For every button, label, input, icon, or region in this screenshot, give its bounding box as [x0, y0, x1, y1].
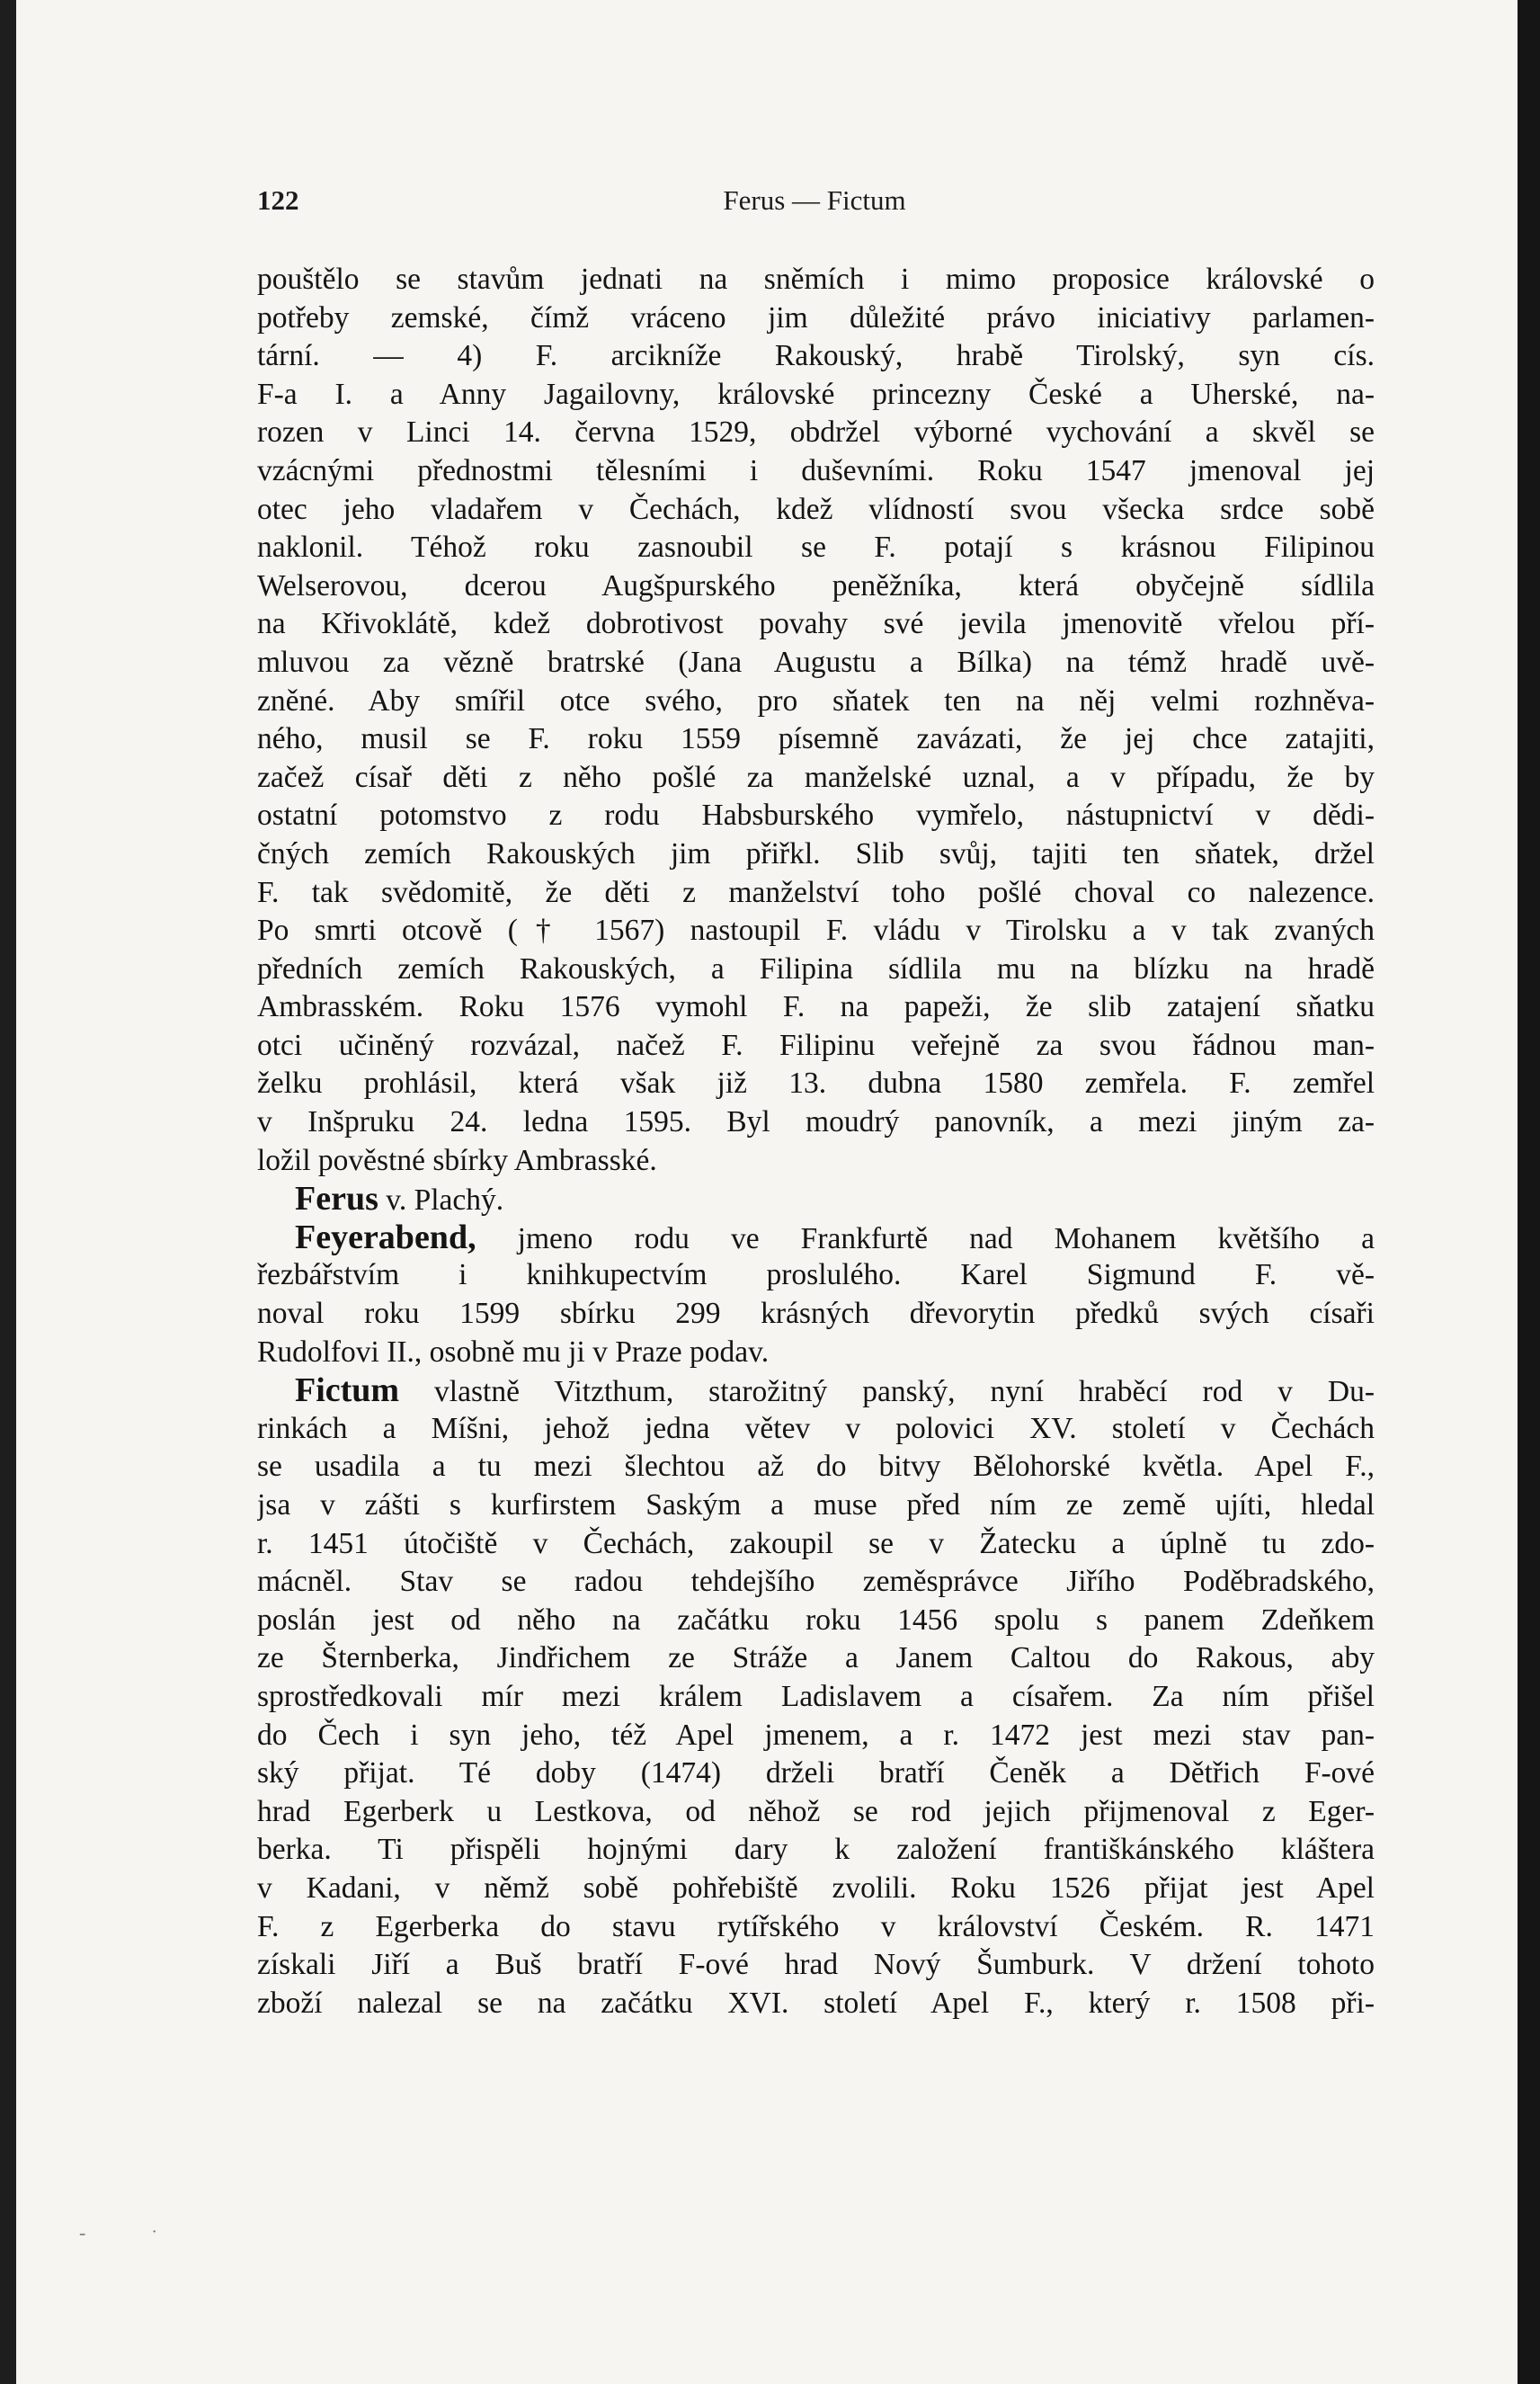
text-line: ze Šternberka, Jindřichem ze Stráže a Janem Caltou do Rakous, aby — [257, 1641, 1375, 1675]
text-line: vzácnými přednostmi tělesními i duševními. Roku 1547 jmenoval jej — [257, 453, 1375, 487]
text-line: předních zemích Rakouských, a Filipina sídlila mu na blízku na hradě — [257, 951, 1375, 986]
text-line: mácněl. Stav se radou tehdejšího zeměsprávce Jiřího Poděbradského, — [257, 1565, 1375, 1599]
entry-headword: Feyerabend, — [295, 1218, 476, 1256]
page-number: 122 — [257, 184, 299, 216]
text-line: rozen v Linci 14. června 1529, obdržel výborné vychování a skvěl se — [257, 415, 1375, 450]
text-line: noval roku 1599 sbírku 299 krásných dřevorytin předků svých císaři — [257, 1297, 1375, 1331]
entry-fictum — [257, 1371, 1375, 1410]
entry-feyerabend — [257, 1219, 1375, 1257]
text-line: pouštělo se stavům jednati na sněmích i mimo proposice královské o — [257, 263, 1375, 296]
text-line: ostatní potomstvo z rodu Habsburského vymřelo, nástupnictví v dědi- — [257, 799, 1375, 833]
text-line: želku prohlásil, která však již 13. dubna 1580 zemřela. F. zemřel — [257, 1067, 1375, 1101]
text-line: ložil pověstné sbírky Ambrasské. — [257, 1143, 657, 1177]
text-line: v Kadani, v němž sobě pohřebiště zvolili. Roku 1526 přijat jest Apel — [257, 1871, 1375, 1905]
running-head: Ferus — Fictum — [723, 184, 906, 216]
scan-edge — [1518, 0, 1540, 2384]
text-line: zněné. Aby smířil otce svého, pro sňatek ten na něj velmi rozhněva- — [257, 683, 1375, 718]
text-line: berka. Ti přispěli hojnými dary k založení františkánského kláštera — [257, 1833, 1375, 1867]
text-line: F. z Egerberka do stavu rytířského v království Českém. R. 1471 — [257, 1909, 1375, 1943]
text-line: jsa v zášti s kurfirstem Saským a muse před ním ze země ujíti, hledal — [257, 1488, 1375, 1522]
text-line: v. Plachý. — [386, 1183, 504, 1218]
text-line: na Křivoklátě, kdež dobrotivost povahy své jevila jmenovitě vřelou pří- — [257, 607, 1375, 641]
entry-ferus — [257, 1180, 1375, 1219]
article-text — [257, 261, 1375, 2022]
text-line: mluvou za vězně bratrské (Jana Augustu a Bílka) na témž hradě uvě- — [257, 645, 1375, 679]
text-line: řezbářstvím i knihkupectvím proslulého. Karel Sigmund F. vě- — [257, 1258, 1375, 1292]
text-line: r. 1451 útočiště v Čechách, zakoupil se v Žatecku a úplně tu zdo- — [257, 1526, 1375, 1560]
text-line: rinkách a Míšni, jehož jedna větev v polovici XV. století v Čechách — [257, 1411, 1375, 1445]
scan-speck: ˙ — [151, 2226, 158, 2248]
text-line: ného, musil se F. roku 1559 písemně zavázati, že jej chce zatajiti, — [257, 722, 1375, 756]
text-line: F-a I. a Anny Jagailovny, královské princezny České a Uherské, na- — [257, 377, 1375, 411]
page-header — [257, 184, 1372, 220]
text-line: Welserovou, dcerou Augšpurského peněžníka, která obyčejně sídlila — [257, 568, 1375, 603]
text-line: jmeno rodu ve Frankfurtě nad Mohanem květšího a — [517, 1221, 1375, 1255]
text-line: vlastně Vitzthum, starožitný panský, nyní hraběcí rod v Du- — [434, 1375, 1375, 1409]
text-line: zboží nalezal se na začátku XVI. století Apel F., který r. 1508 při- — [257, 1986, 1375, 2020]
page-paper — [16, 0, 1518, 2384]
text-line: se usadila a tu mezi šlechtou až do bitvy Bělohorské květla. Apel F., — [257, 1450, 1375, 1484]
text-line: otec jeho vladařem v Čechách, kdež vlídností svou všecka srdce sobě — [257, 492, 1375, 526]
text-line: potřeby zemské, čímž vráceno jim důležité právo iniciativy parlamen- — [257, 300, 1375, 335]
text-line: začež císař děti z něho pošlé za manželské uznal, a v případu, že by — [257, 760, 1375, 794]
text-line: naklonil. Téhož roku zasnoubil se F. potají s krásnou Filipinou — [257, 531, 1375, 565]
entry-headword: Fictum — [295, 1371, 400, 1410]
scan-speck: - — [79, 2221, 86, 2244]
text-line: sprostředkovali mír mezi králem Ladislavem a císařem. Za ním přišel — [257, 1679, 1375, 1713]
text-line: otci učiněný rozvázal, načež F. Filipinu veřejně za svou řádnou man- — [257, 1028, 1375, 1062]
text-line: hrad Egerberk u Lestkova, od něhož se rod jejich přijmenoval z Eger- — [257, 1794, 1375, 1828]
text-line: ský přijat. Té doby (1474) drželi bratří Čeněk a Dětřich F-ové — [257, 1756, 1375, 1790]
entry-headword: Ferus — [295, 1180, 378, 1219]
text-line: Ambrasském. Roku 1576 vymohl F. na papeži, že slib zatajení sňatku — [257, 990, 1375, 1024]
text-line: Rudolfovi II., osobně mu ji v Praze podav. — [257, 1335, 770, 1369]
text-line: čných zemích Rakouských jim přiřkl. Slib svůj, tajiti ten sňatek, držel — [257, 836, 1375, 871]
text-line: získali Jiří a Buš bratří F-ové hrad Nový Šumburk. V držení tohoto — [257, 1948, 1375, 1982]
text-line: poslán jest od něho na začátku roku 1456 spolu s panem Zdeňkem — [257, 1603, 1375, 1637]
text-line: tární. — 4) F. arcikníže Rakouský, hrabě Tirolský, syn cís. — [257, 339, 1375, 373]
text-line: F. tak svědomitě, že děti z manželství toho pošlé choval co nalezence. — [257, 875, 1375, 909]
text-line: do Čech i syn jeho, též Apel jmenem, a r. 1472 jest mezi stav pan- — [257, 1718, 1375, 1752]
text-line: v Inšpruku 24. ledna 1595. Byl moudrý panovník, a mezi jiným za- — [257, 1105, 1375, 1139]
text-line: Po smrti otcově († 1567) nastoupil F. vládu v Tirolsku a v tak zvaných — [257, 914, 1375, 948]
